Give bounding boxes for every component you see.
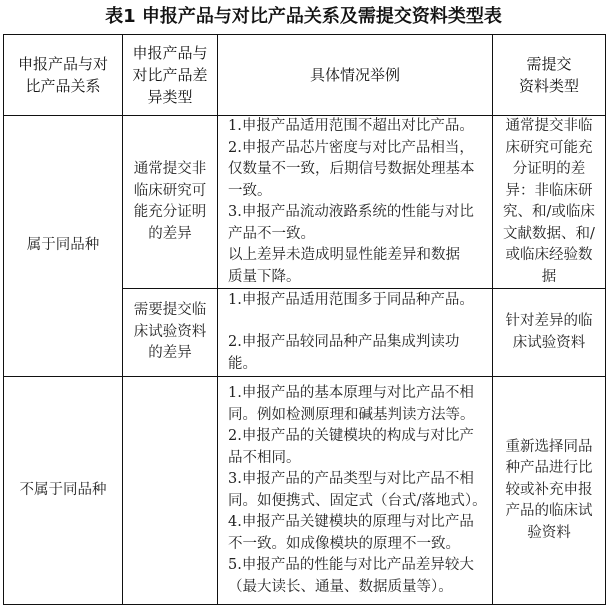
text-line: 同。例如检测原理和碱基判读方法等。 [228, 406, 475, 423]
text-line: 产品不一致。 [228, 225, 315, 242]
text-line: 不属于同品种 [19, 481, 107, 498]
text-line: 异类型 [147, 88, 193, 106]
cell-materials [493, 289, 606, 377]
text-line: 对比产品差 [132, 66, 208, 84]
text-line: 床试验资料 [133, 323, 207, 340]
cell-materials [493, 377, 606, 605]
text-line: 仅数量不一致，后期信号数据处理基本 [228, 161, 475, 177]
text-line: 种产品进行比 [505, 460, 593, 477]
text-line: 4.申报产品关键模块的原理与对比产品 [228, 514, 474, 530]
text-line: 一致。 [228, 182, 272, 199]
text-line: 1.申报产品适用范围不超出对比产品。 [228, 118, 474, 134]
text-line: 需要提交临 [133, 302, 207, 319]
table-title: 表1 申报产品与对比产品关系及需提交资料类型表 [105, 6, 502, 27]
cell-examples [218, 289, 493, 377]
text-line: 临床研究可 [133, 182, 207, 199]
text-line: 3.申报产品的产品类型与对比产品不相 [228, 471, 474, 487]
cell-diff-type [123, 289, 218, 377]
text-line: 产品的临床试 [505, 503, 593, 520]
text-line: 文献数据、和/ [503, 225, 595, 242]
text-line: 2.申报产品较同品种产品集成判读功 [228, 334, 460, 351]
table-row [4, 377, 606, 605]
cell-materials [493, 116, 606, 289]
comparison-table [3, 34, 606, 605]
text-line: 品不相同。 [228, 449, 301, 466]
header-examples [218, 35, 493, 116]
text-line: 分证明的差 [512, 161, 586, 177]
text-line: 通常提交非临 [505, 118, 593, 134]
text-line: 1.申报产品的基本原理与对比产品不相 [228, 385, 474, 401]
text-line: 属于同品种 [26, 237, 100, 254]
text-line: 究、和/或临床 [503, 204, 595, 220]
text-line: 的差异 [148, 225, 192, 242]
text-line: 验资料 [527, 524, 571, 541]
cell-examples [218, 116, 493, 289]
text-line: 具体情况举例 [309, 66, 400, 84]
text-line: 针对差异的临 [505, 313, 593, 329]
text-line: 比产品关系 [25, 77, 101, 95]
text-line: （最大读长、通量、数据质量等）。 [228, 578, 453, 595]
text-line: 据 [541, 268, 557, 285]
text-line: 或临床经验数 [505, 247, 593, 263]
text-line: 2.申报产品的关键模块的构成与对比产 [228, 428, 474, 444]
text-line: 以上差异未造成明显性能差异和数据 [228, 247, 460, 263]
text-line: 重新选择同品 [505, 438, 593, 455]
text-line: 能。 [228, 355, 257, 372]
text-line: 需提交 [526, 55, 572, 73]
text-line: 通常提交非 [133, 161, 207, 177]
header-relation [4, 35, 123, 116]
text-line: 3.申报产品流动液路系统的性能与对比 [228, 204, 474, 220]
text-line: 异：非临床研 [505, 182, 593, 199]
cell-diff-type [123, 377, 218, 605]
header-diff-type [123, 35, 218, 116]
text-line: 不一致。如成像模块的原理不一致。 [228, 535, 460, 552]
text-line: 质量下降。 [228, 268, 301, 285]
text-line: 能充分证明 [133, 204, 207, 220]
cell-examples [218, 377, 493, 605]
text-line: 申报产品与对 [17, 55, 108, 73]
text-line: 床研究可能充 [505, 139, 593, 156]
text-line [228, 311, 488, 332]
text-line: 同。如便携式、固定式（台式/落地式）。 [228, 492, 487, 509]
cell-relation [4, 377, 123, 605]
text-line: 5.申报产品的性能与对比产品差异较大 [228, 557, 474, 573]
cell-diff-type [123, 116, 218, 289]
table-row [4, 116, 606, 289]
header-row [4, 35, 606, 116]
text-line: 资料类型 [518, 77, 579, 95]
text-line: 的差异 [148, 345, 192, 362]
cell-relation [4, 116, 123, 377]
text-line: 申报产品与 [132, 44, 208, 62]
text-line: 1.申报产品适用范围多于同品种产品。 [228, 291, 474, 308]
text-line: 较或补充申报 [505, 481, 593, 498]
text-line: 2.申报产品芯片密度与对比产品相当， [228, 139, 474, 156]
text-line: 床试验资料 [512, 334, 586, 351]
header-materials [493, 35, 606, 116]
